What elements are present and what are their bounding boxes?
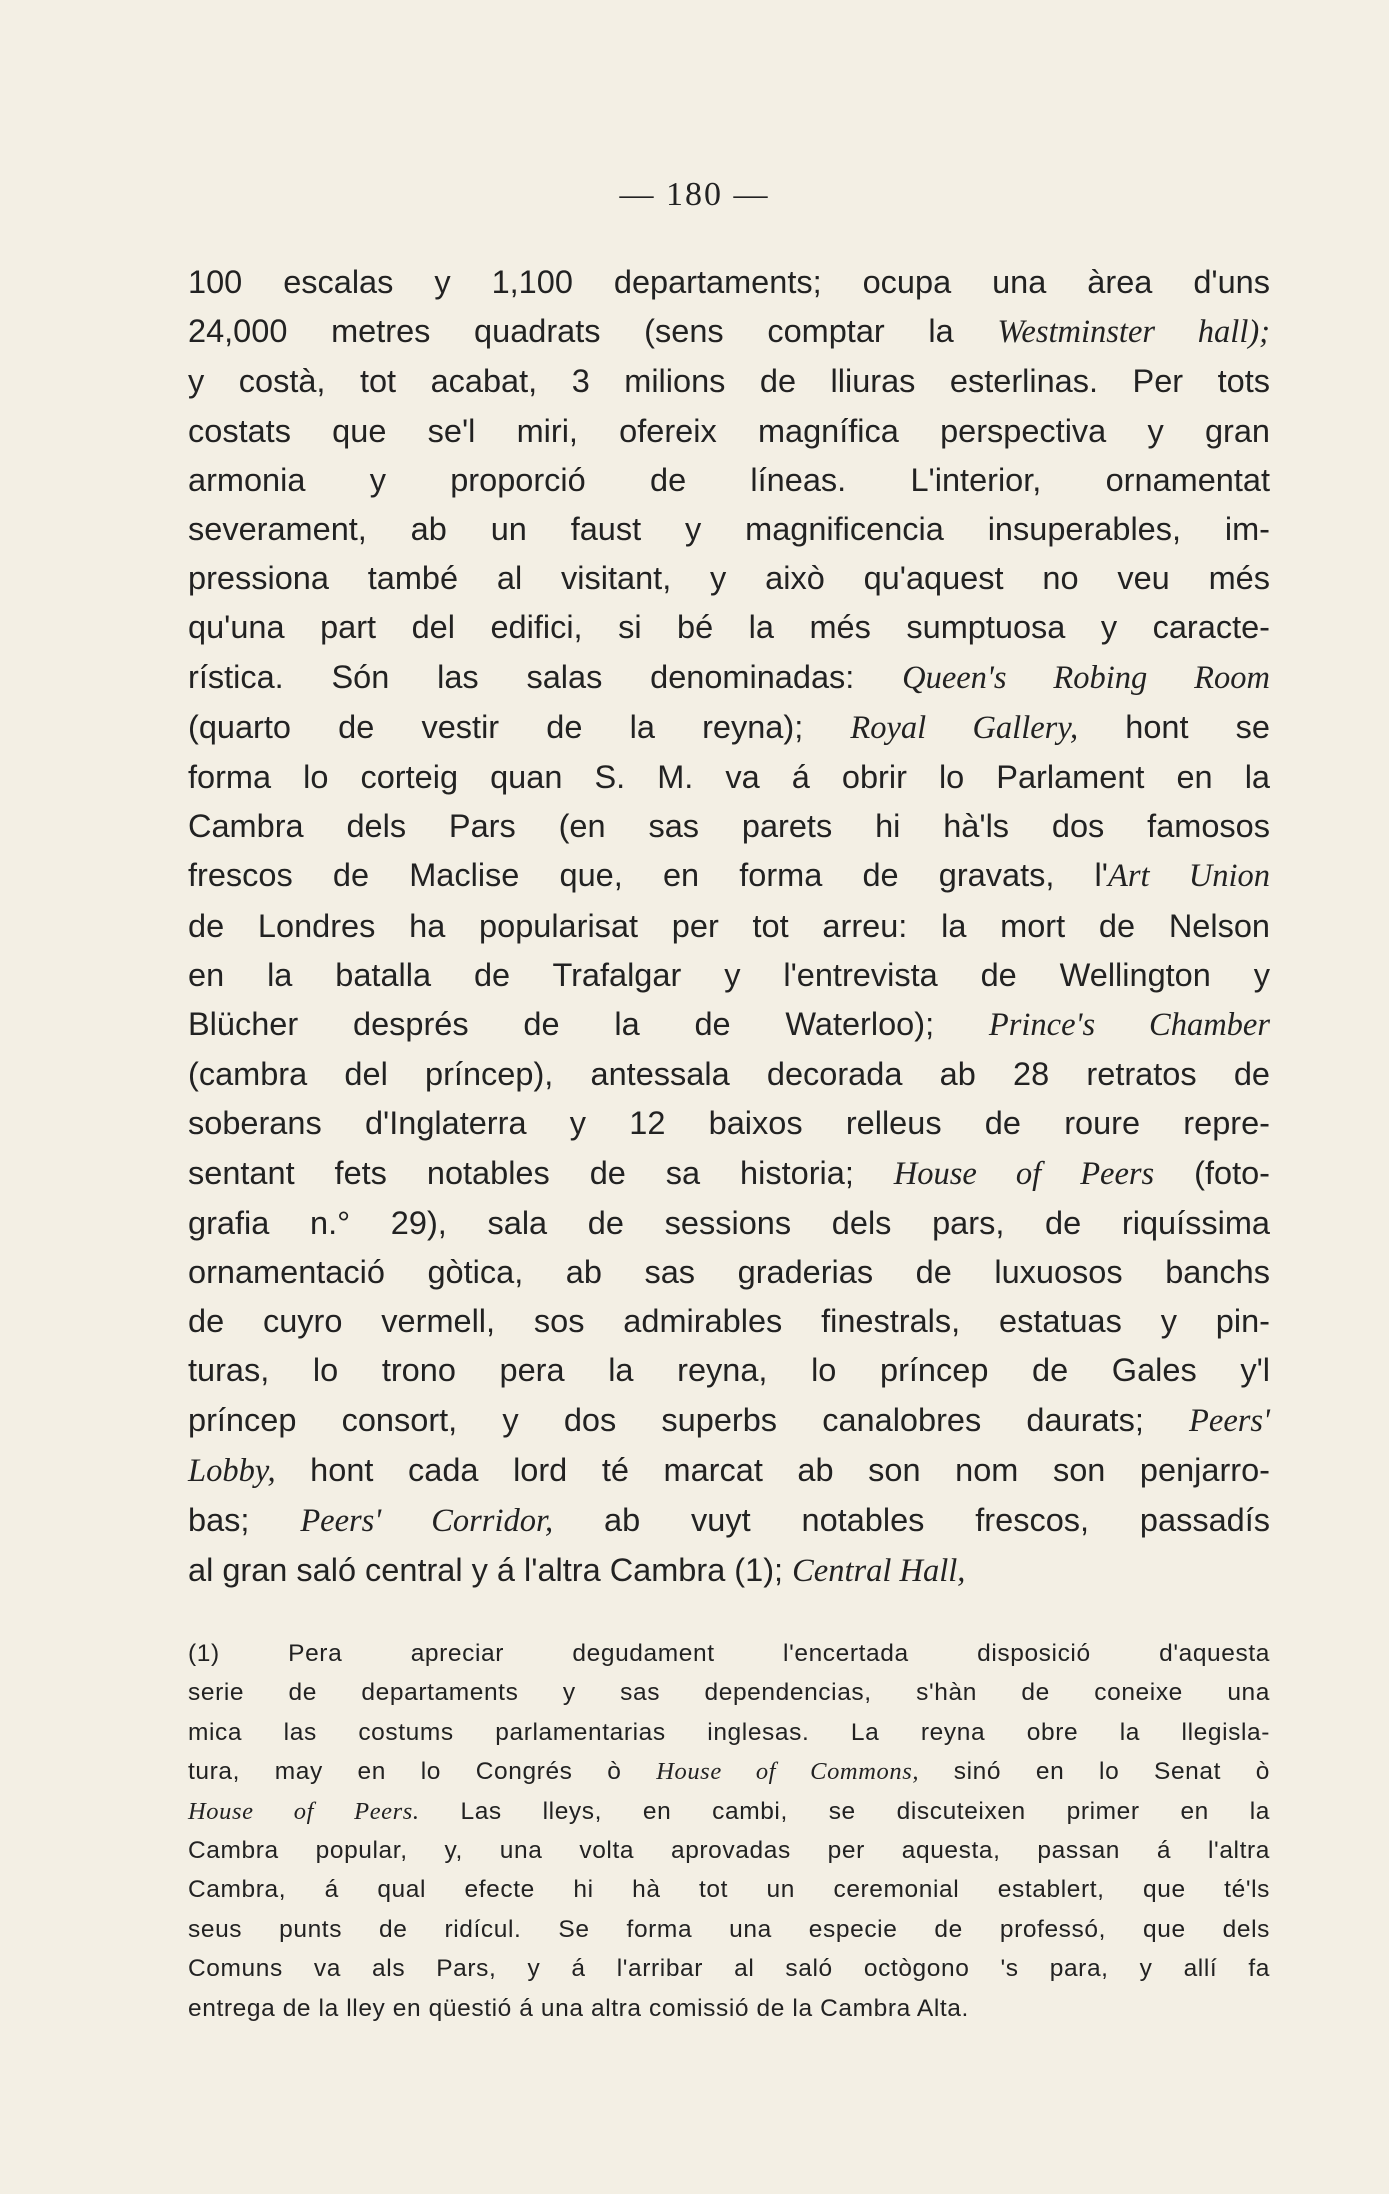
text-segment: rística. Són las salas denominadas: <box>188 658 903 695</box>
text-line <box>188 1099 1270 1148</box>
text-segment: y costà, tot acabat, 3 milions de lliuras esterlinas. Per tots <box>188 363 1270 400</box>
text-segment: sentant fets notables de sa historia; <box>188 1154 894 1191</box>
text-line <box>188 1149 1270 1199</box>
text-segment: severament, ab un faust y magnificencia insuperables, im- <box>188 511 1270 548</box>
text-segment: en la batalla de Trafalgar y l'entrevista de Wellington y <box>188 956 1270 993</box>
text-segment: de Londres ha popularisat per tot arreu: la mort de Nelson <box>188 907 1270 944</box>
footnote-line <box>188 1673 1270 1712</box>
footnote-line <box>188 1949 1270 1988</box>
text-segment: grafia n.° 29), sala de sessions dels pars, de riquíssima <box>188 1204 1270 1241</box>
text-line <box>188 1000 1270 1050</box>
footnote-line <box>188 1831 1270 1870</box>
italic-text: House of Peers <box>893 1155 1155 1192</box>
page-number: — 180 — <box>619 176 770 213</box>
text-segment: (cambra del príncep), antessala decorada ab 28 retratos de <box>188 1056 1270 1093</box>
text-line <box>188 1346 1270 1395</box>
text-line <box>188 1546 1270 1596</box>
text-segment: hont se <box>1078 708 1270 745</box>
text-line <box>188 1297 1270 1346</box>
text-line <box>188 1446 1270 1496</box>
text-segment: 100 escalas y 1,100 departaments; ocupa una àrea d'uns <box>188 264 1270 300</box>
text-segment: tura, may en lo Congrés ò <box>188 1758 657 1786</box>
text-segment: Las lleys, en cambi, se discuteixen primer en la <box>419 1797 1270 1825</box>
text-segment: ab vuyt notables frescos, passadís <box>553 1502 1271 1539</box>
text-segment: serie de departaments y sas dependencias, s'hàn de coneixe una <box>188 1679 1270 1707</box>
text-segment: Cambra dels Pars (en sas parets hi hà'ls dos famosos <box>188 808 1270 845</box>
text-segment: forma lo corteig quan S. M. va á obrir lo Parlament en la <box>188 759 1270 796</box>
text-line <box>188 505 1270 554</box>
text-segment: mica las costums parlamentarias inglesas. La reyna obre la llegisla- <box>188 1718 1270 1746</box>
text-line <box>188 802 1270 851</box>
text-line <box>188 407 1270 456</box>
text-line <box>188 1050 1270 1099</box>
text-line <box>188 554 1270 603</box>
text-segment: sinó en lo Senat ò <box>919 1758 1270 1786</box>
italic-text: Central Hall, <box>792 1553 966 1590</box>
text-line <box>188 1199 1270 1248</box>
text-segment: pressiona també al visitant, y això qu'aquest no veu més <box>188 560 1270 597</box>
text-line <box>188 603 1270 652</box>
text-segment: qu'una part del edifici, si bé la més sumptuosa y caracte- <box>188 609 1270 646</box>
footnote-line <box>188 1752 1270 1791</box>
italic-text: Westminster hall); <box>997 314 1270 351</box>
footnote-line <box>188 1910 1270 1949</box>
italic-text: Peers' Corridor, <box>300 1503 554 1540</box>
text-segment: entrega de la lley en qüestió á una altra comissió de la Cambra Alta. <box>188 1994 969 2022</box>
text-segment: Comuns va als Pars, y á l'arribar al saló octògono 's para, y allí fa <box>188 1955 1270 1983</box>
text-line <box>188 456 1270 505</box>
italic-text: Queen's Robing Room <box>902 659 1270 696</box>
italic-text: House of Peers. <box>188 1797 420 1825</box>
text-segment: (foto- <box>1154 1154 1270 1191</box>
body-text <box>188 258 1270 1596</box>
text-line <box>188 902 1270 951</box>
footnote-line <box>188 1792 1270 1831</box>
footnote-line <box>188 1634 1270 1673</box>
text-segment: 24,000 metres quadrats (sens comptar la <box>188 313 998 350</box>
text-line <box>188 307 1270 357</box>
footnote-line <box>188 1989 1270 2028</box>
text-line <box>188 851 1270 901</box>
text-segment: al gran saló central y á l'altra Cambra (1); <box>188 1552 793 1589</box>
text-line <box>188 357 1270 406</box>
text-segment: Cambra popular, y, una volta aprovadas per aquesta, passan á l'altra <box>188 1837 1270 1865</box>
text-segment: Blücher després de la de Waterloo); <box>188 1006 989 1043</box>
text-segment: seus punts de ridícul. Se forma una especie de professó, que dels <box>188 1915 1270 1943</box>
footnote-line <box>188 1870 1270 1909</box>
text-line <box>188 653 1270 703</box>
footnote <box>188 1634 1270 2028</box>
text-line <box>188 1496 1270 1546</box>
text-segment: soberans d'Inglaterra y 12 baixos relleus de roure repre- <box>188 1105 1270 1142</box>
text-segment: costats que se'l miri, ofereix magnífica perspectiva y gran <box>188 412 1270 449</box>
text-segment: Cambra, á qual efecte hi hà tot un ceremonial establert, que té'ls <box>188 1876 1270 1904</box>
text-segment: turas, lo trono pera la reyna, lo príncep de Gales y'l <box>188 1352 1270 1389</box>
text-segment: frescos de Maclise que, en forma de gravats, l' <box>188 857 1108 894</box>
text-segment: príncep consort, y dos superbs canalobres daurats; <box>188 1401 1190 1438</box>
text-segment: bas; <box>188 1502 301 1539</box>
italic-text: Peers' <box>1189 1402 1270 1439</box>
text-segment: (quarto de vestir de la reyna); <box>188 708 851 745</box>
text-segment: armonia y proporció de líneas. L'interior, ornamentat <box>188 461 1270 498</box>
italic-text: Art Union <box>1107 858 1270 895</box>
text-line <box>188 1396 1270 1446</box>
text-line <box>188 258 1270 307</box>
italic-text: House of Commons, <box>656 1758 920 1786</box>
text-line <box>188 753 1270 802</box>
italic-text: Prince's Chamber <box>988 1007 1270 1044</box>
footnote-line <box>188 1713 1270 1752</box>
text-line <box>188 1248 1270 1297</box>
italic-text: Lobby, <box>188 1452 276 1489</box>
text-segment: (1) Pera apreciar degudament l'encertada disposició d'aquesta <box>188 1640 1270 1667</box>
italic-text: Royal Gallery, <box>850 709 1079 746</box>
text-line <box>188 703 1270 753</box>
text-segment: ornamentació gòtica, ab sas graderias de luxuosos banchs <box>188 1254 1270 1291</box>
text-line <box>188 951 1270 1000</box>
text-segment: de cuyro vermell, sos admirables finestrals, estatuas y pin- <box>188 1303 1270 1340</box>
text-segment: hont cada lord té marcat ab son nom son penjarro- <box>275 1451 1270 1488</box>
